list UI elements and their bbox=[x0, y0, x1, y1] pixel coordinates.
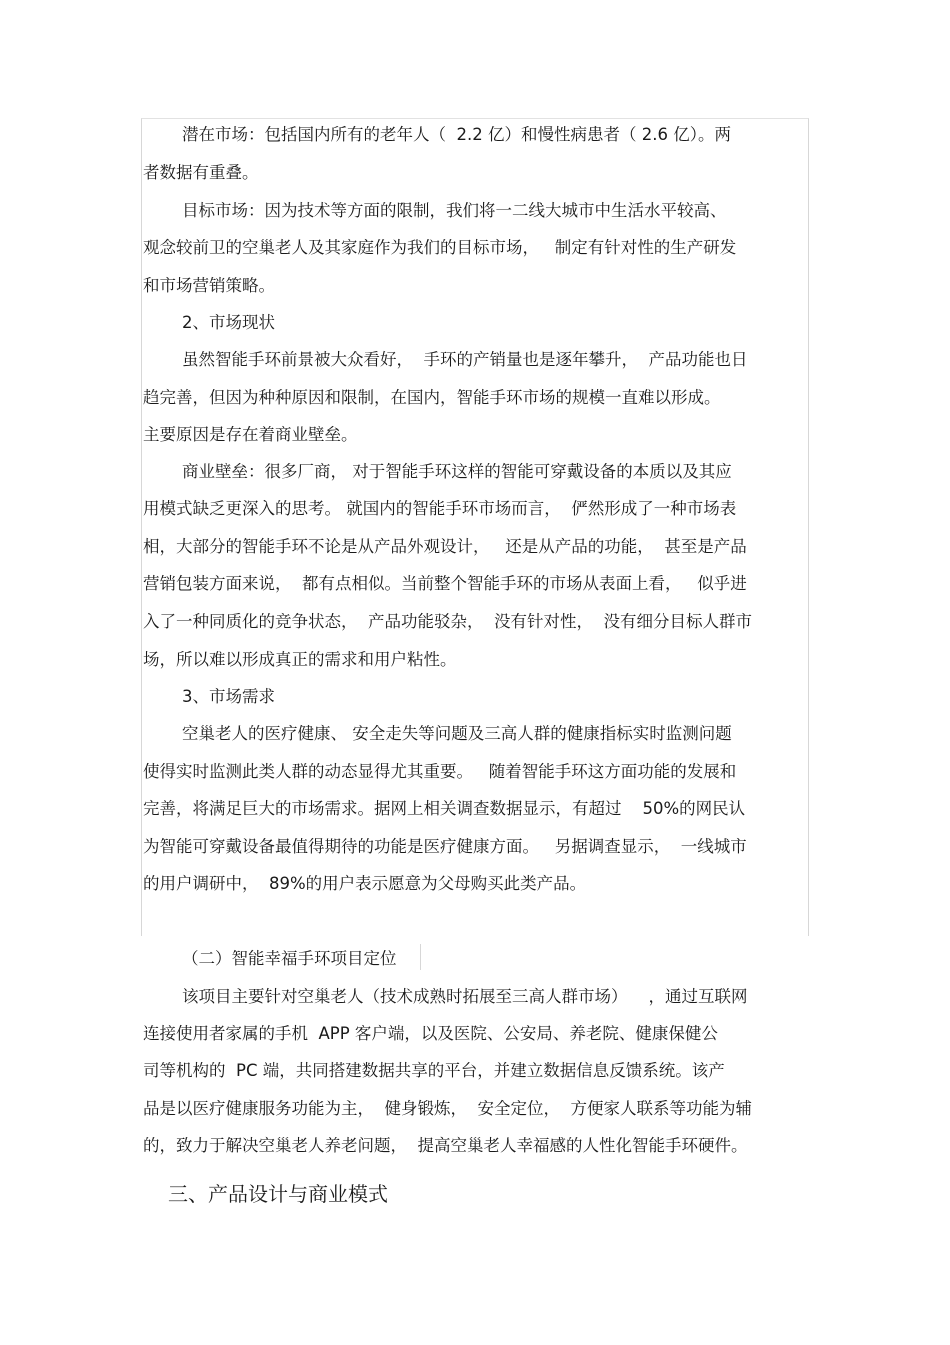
text-line: 使得实时监测此类人群的动态显得尤其重要。 随着智能手环这方面功能的发展和 bbox=[143, 762, 737, 781]
text-line: 为智能可穿戴设备最值得期待的功能是医疗健康方面。 另据调查显示， 一线城市 bbox=[143, 837, 747, 856]
text-line: 观念较前卫的空巢老人及其家庭作为我们的目标市场， 制定有针对性的生产研发 bbox=[143, 238, 737, 257]
text-line: 品是以医疗健康服务功能为主， 健身锻炼， 安全定位， 方便家人联系等功能为辅 bbox=[143, 1099, 752, 1118]
text-line: 潜在市场：包括国内所有的老年人（ 2.2 亿）和慢性病患者（ 2.6 亿）。两 bbox=[182, 125, 731, 144]
section-subtitle: （二）智能幸福手环项目定位 bbox=[182, 949, 397, 968]
subheading: 2、市场现状 bbox=[182, 313, 275, 332]
text-line: 完善，将满足巨大的市场需求。据网上相关调查数据显示，有超过 50%的网民认 bbox=[143, 799, 746, 818]
text-line: 用模式缺乏更深入的思考。 就国内的智能手环市场而言， 俨然形成了一种市场表 bbox=[143, 499, 737, 518]
text-line: 趋完善，但因为种种原因和限制，在国内，智能手环市场的规模一直难以形成。 bbox=[143, 388, 721, 407]
text-line: 虽然智能手环前景被大众看好， 手环的产销量也是逐年攀升， 产品功能也日 bbox=[182, 350, 748, 369]
text-line: 主要原因是存在着商业壁垒。 bbox=[143, 425, 358, 444]
divider-mark bbox=[420, 944, 421, 970]
text-line: 的用户调研中， 89%的用户表示愿意为父母购买此类产品。 bbox=[143, 874, 587, 893]
text-line: 目标市场：因为技术等方面的限制，我们将一二线大城市中生活水平较高、 bbox=[182, 201, 727, 220]
text-line: 者数据有重叠。 bbox=[143, 163, 259, 182]
text-line: 入了一种同质化的竞争状态， 产品功能驳杂， 没有针对性， 没有细分目标人群市 bbox=[143, 612, 752, 631]
text-line: 和市场营销策略。 bbox=[143, 276, 275, 295]
section-heading: 三、产品设计与商业模式 bbox=[168, 1182, 388, 1206]
subheading: 3、市场需求 bbox=[182, 687, 275, 706]
text-line: 连接使用者家属的手机 APP 客户端，以及医院、公安局、养老院、健康保健公 bbox=[143, 1024, 718, 1043]
text-line: 的，致力于解决空巢老人养老问题， 提高空巢老人幸福感的人性化智能手环硬件。 bbox=[143, 1136, 748, 1155]
text-line: 商业壁垒：很多厂商， 对于智能手环这样的智能可穿戴设备的本质以及其应 bbox=[182, 462, 732, 481]
text-line: 相，大部分的智能手环不论是从产品外观设计， 还是从产品的功能， 甚至是产品 bbox=[143, 537, 747, 556]
text-line: 空巢老人的医疗健康、 安全走失等问题及三高人群的健康指标实时监测问题 bbox=[182, 724, 732, 743]
text-line: 场，所以难以形成真正的需求和用户粘性。 bbox=[143, 650, 457, 669]
text-line: 该项目主要针对空巢老人（技术成熟时拓展至三高人群市场） ，通过互联网 bbox=[182, 987, 748, 1006]
text-line: 司等机构的 PC 端，共同搭建数据共享的平台，并建立数据信息反馈系统。该产 bbox=[143, 1061, 725, 1080]
text-line: 营销包装方面来说， 都有点相似。当前整个智能手环的市场从表面上看， 似乎进 bbox=[143, 574, 747, 593]
